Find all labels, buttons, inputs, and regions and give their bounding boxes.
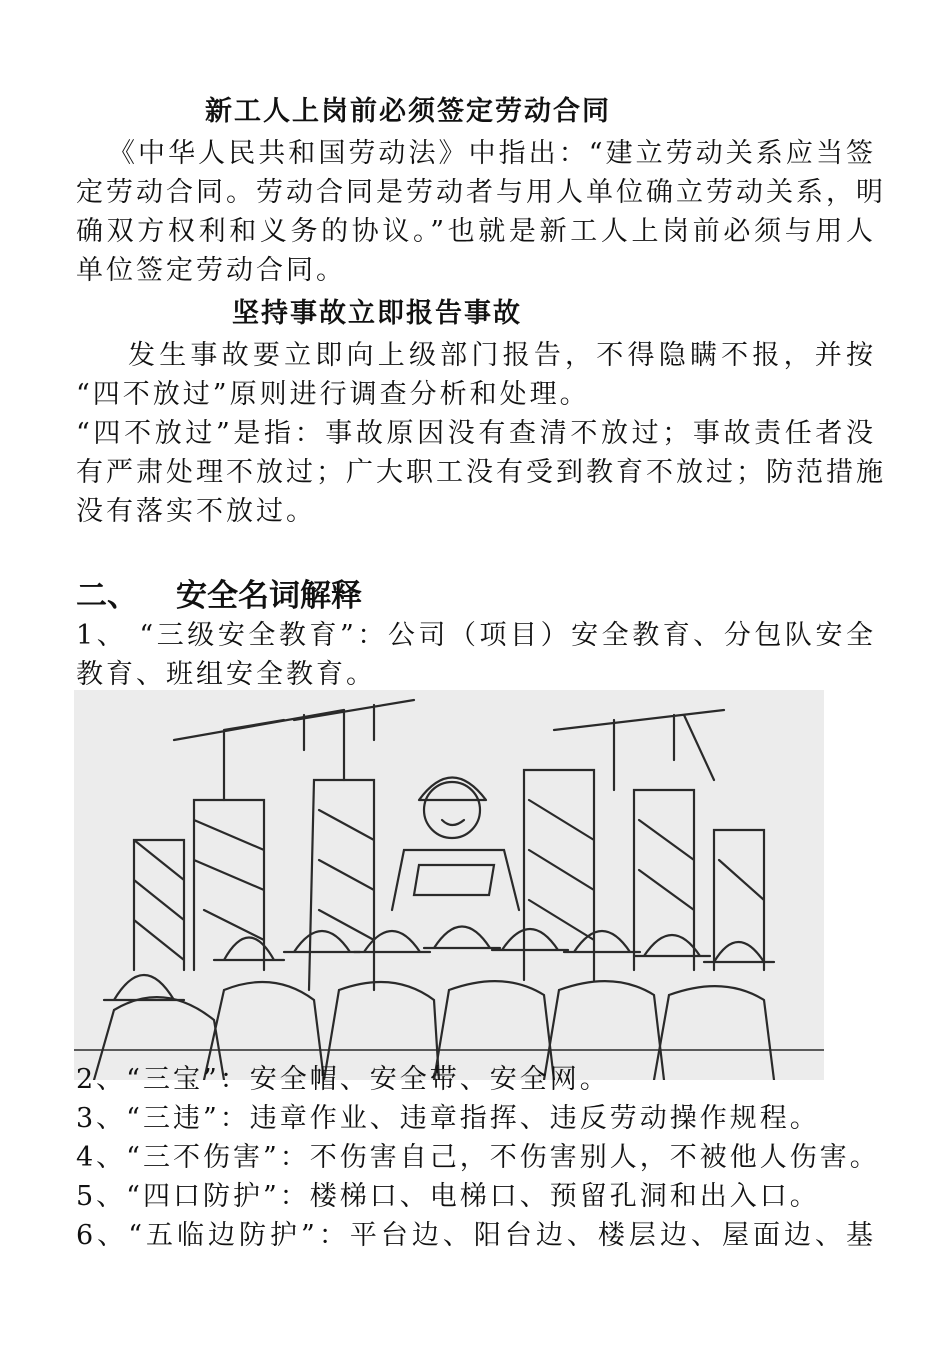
- list-item: 2、“三宝”：安全帽、安全带、安全网。: [76, 1064, 610, 1095]
- list-item: 4、“三不伤害”：不伤害自己，不伤害别人，不被他人伤害。: [76, 1142, 880, 1173]
- section-heading: [76, 576, 362, 616]
- paragraph-line: 有严肃处理不放过；广大职工没有受到教育不放过；防范措施: [76, 457, 886, 488]
- paragraph-line: 《中华人民共和国劳动法》中指出：“建立劳动关系应当签: [108, 138, 876, 169]
- list-item: 3、“三违”：违章作业、违章指挥、违反劳动操作规程。: [76, 1103, 820, 1134]
- paragraph-line: “四不放过”是指：事故原因没有查清不放过；事故责任者没: [76, 418, 876, 449]
- paragraph-line: 定劳动合同。劳动合同是劳动者与用人单位确立劳动关系，明: [76, 177, 886, 208]
- list-item: 6、“五临边防护”：平台边、阳台边、楼层边、屋面边、基: [76, 1220, 876, 1251]
- paragraph-line: 发生事故要立即向上级部门报告，不得隐瞒不报，并按: [128, 340, 876, 371]
- section-number: 二、: [76, 578, 138, 614]
- heading-accident-report: 坚持事故立即报告事故: [232, 298, 522, 329]
- paragraph-line: 确双方权利和义务的协议。”也就是新工人上岗前必须与用人: [76, 216, 876, 247]
- list-item: 5、“四口防护”：楼梯口、电梯口、预留孔洞和出入口。: [76, 1181, 820, 1212]
- safety-education-illustration: [74, 690, 824, 1080]
- heading-labor-contract: 新工人上岗前必须签定劳动合同: [205, 96, 611, 127]
- list-item: 教育、班组安全教育。: [76, 659, 376, 690]
- section-title: 安全名词解释: [176, 578, 362, 614]
- paragraph-line: 没有落实不放过。: [76, 496, 316, 527]
- list-item: 1、 “三级安全教育”：公司（项目）安全教育、分包队安全: [76, 620, 876, 651]
- paragraph-line: “四不放过”原则进行调查分析和处理。: [76, 379, 590, 410]
- paragraph-line: 单位签定劳动合同。: [76, 255, 346, 286]
